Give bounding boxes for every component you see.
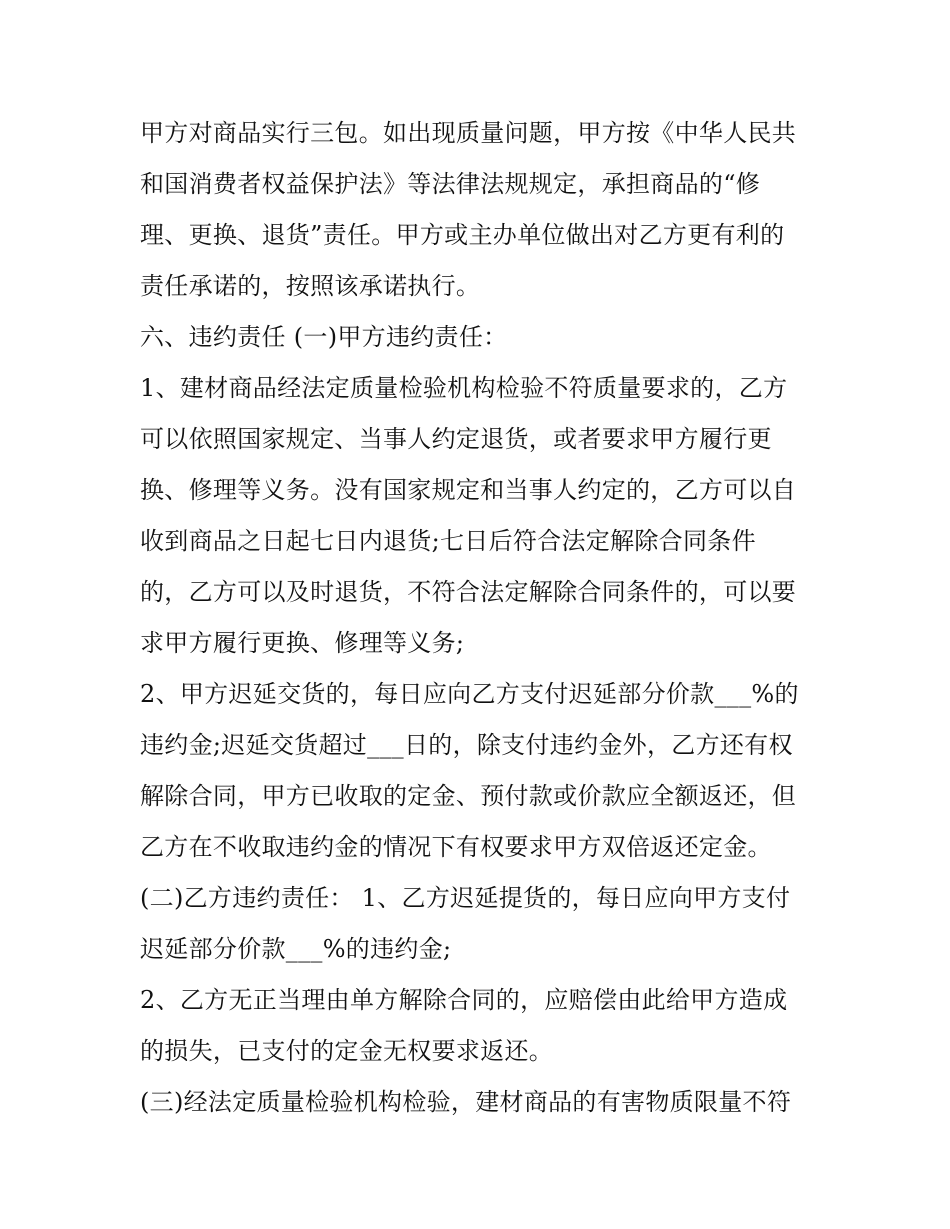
text-line: (二)乙方违约责任： 1、乙方迟延提货的，每日应向甲方支付 — [140, 884, 791, 912]
text-line: 2、乙方无正当理由单方解除合同的，应赔偿由此给甲方造成 — [140, 986, 788, 1014]
text-line: 解除合同，甲方已收取的定金、预付款或价款应全额返还，但 — [140, 782, 797, 810]
text-line: 甲方对商品实行三包。如出现质量问题，甲方按《中华人民共 — [140, 119, 797, 147]
text-line: 迟延部分价款___%的违约金; — [140, 935, 452, 963]
text-line: 和国消费者权益保护法》等法律法规规定，承担商品的“修 — [140, 170, 761, 198]
text-line: 的损失，已支付的定金无权要求返还。 — [140, 1037, 554, 1065]
text-line: 2、甲方迟延交货的，每日应向乙方支付迟延部分价款___%的 — [140, 680, 799, 708]
text-line: 理、更换、退货”责任。甲方或主办单位做出对乙方更有利的 — [140, 221, 785, 249]
section-heading: 六、违约责任 (一)甲方违约责任： — [140, 323, 508, 351]
text-line: 1、建材商品经法定质量检验机构检验不符质量要求的，乙方 — [140, 374, 788, 402]
text-line: 乙方在不收取违约金的情况下有权要求甲方双倍返还定金。 — [140, 833, 772, 861]
text-line: 收到商品之日起七日内退货;七日后符合法定解除合同条件 — [140, 527, 756, 555]
text-line: (三)经法定质量检验机构检验，建材商品的有害物质限量不符 — [140, 1088, 792, 1116]
text-line: 换、修理等义务。没有国家规定和当事人约定的，乙方可以自 — [140, 476, 797, 504]
text-line: 违约金;迟延交货超过___日的，除支付违约金外，乙方还有权 — [140, 731, 793, 759]
text-line: 求甲方履行更换、修理等义务; — [140, 629, 465, 657]
document-body — [140, 108, 830, 1128]
text-line: 可以依照国家规定、当事人约定退货，或者要求甲方履行更 — [140, 425, 772, 453]
text-line: 责任承诺的，按照该承诺执行。 — [140, 272, 481, 300]
text-line: 的，乙方可以及时退货，不符合法定解除合同条件的，可以要 — [140, 578, 797, 606]
